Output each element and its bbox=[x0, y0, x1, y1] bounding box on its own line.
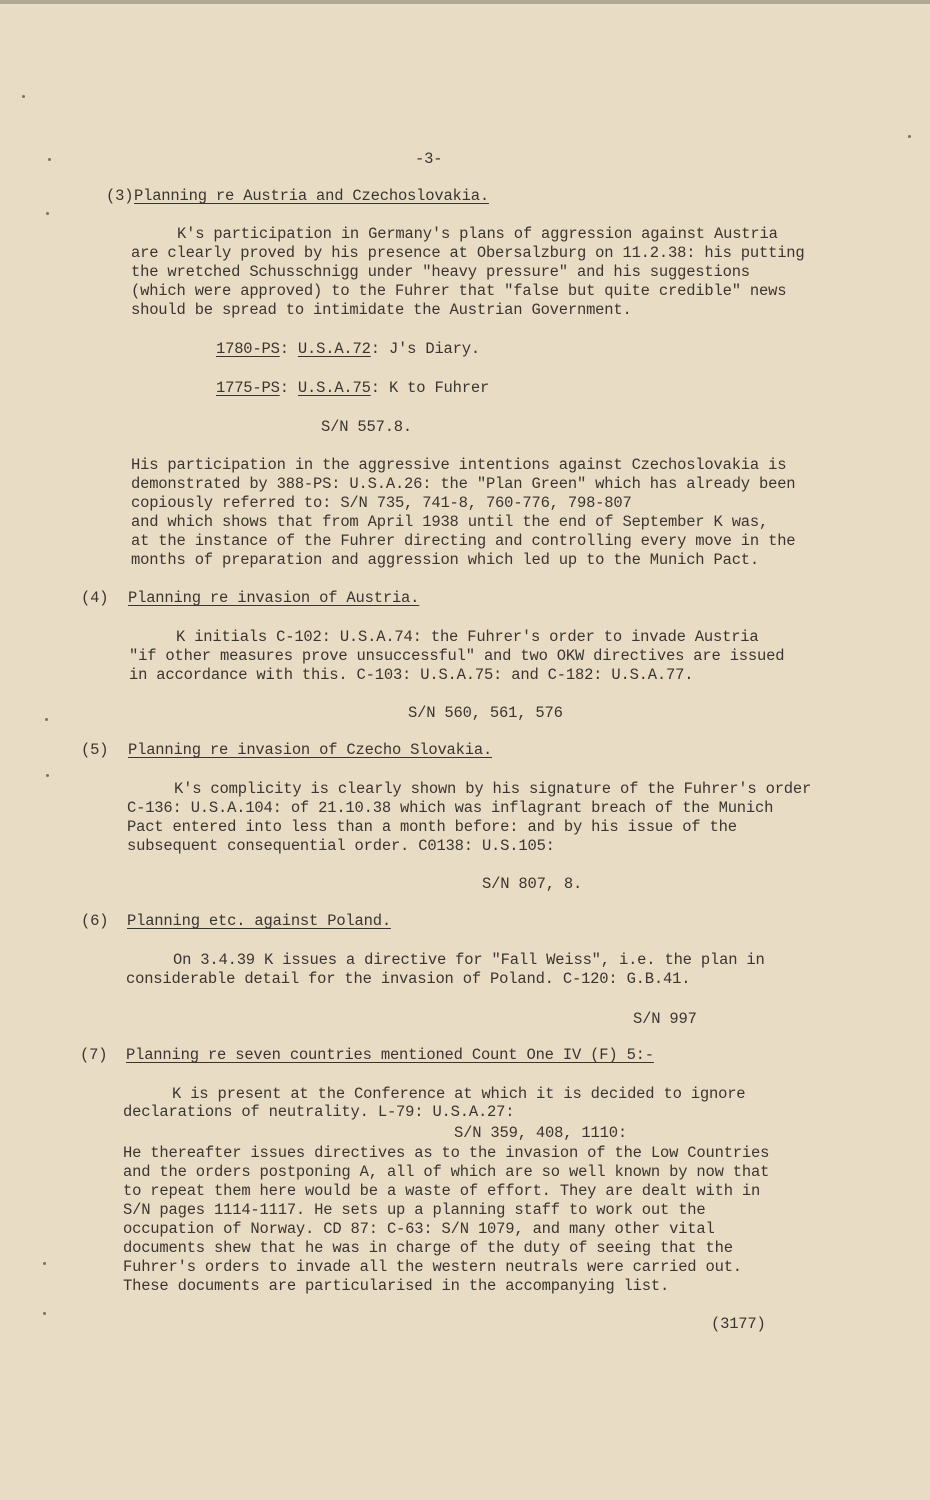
section-7-line: to repeat them here would be a waste of effort. They are dealt with in bbox=[123, 1182, 761, 1200]
section-5-line: subsequent consequential order. C0138: U.S.105: bbox=[127, 837, 555, 855]
margin-speck bbox=[46, 212, 49, 215]
section-7-line: These documents are particularised in the accompanying list. bbox=[123, 1277, 670, 1295]
reference-2: 1775-PS: U.S.A.75: K to Fuhrer bbox=[216, 379, 490, 397]
section-4-line: in accordance with this. C-103: U.S.A.75: and C-182: U.S.A.77. bbox=[129, 666, 694, 684]
section-7-line: documents shew that he was in charge of the duty of seeing that the bbox=[123, 1239, 733, 1257]
section-4-line: "if other measures prove unsuccessful" and two OKW directives are issued bbox=[129, 647, 785, 665]
ref-usa: U.S.A.72 bbox=[297, 340, 371, 358]
section-4-line: K initials C-102: U.S.A.74: the Fuhrer's order to invade Austria bbox=[176, 628, 759, 646]
ref-code: 1775-PS bbox=[216, 379, 280, 397]
top-edge-shadow bbox=[0, 0, 930, 4]
section-3-line: the wretched Schusschnigg under "heavy pressure" and his suggestions bbox=[131, 263, 750, 281]
section-3-line: should be spread to intimidate the Austrian Government. bbox=[131, 301, 632, 319]
section-7-sn: S/N 359, 408, 1110: bbox=[454, 1124, 627, 1142]
section-3-line: months of preparation and aggression which led up to the Munich Pact. bbox=[131, 551, 760, 569]
margin-speck bbox=[908, 135, 911, 138]
section-7-line: He thereafter issues directives as to the invasion of the Low Countries bbox=[123, 1144, 770, 1162]
section-3-line: His participation in the aggressive intentions against Czechoslovakia is bbox=[131, 456, 787, 474]
section-3-line: at the instance of the Fuhrer directing and controlling every move in the bbox=[131, 532, 796, 550]
section-3-line: and which shows that from April 1938 until the end of September K was, bbox=[131, 513, 769, 531]
section-3-line: (which were approved) to the Fuhrer that "false but quite credible" news bbox=[131, 282, 787, 300]
section-6-number: (6) bbox=[81, 912, 109, 930]
section-6-line: considerable detail for the invasion of Poland. C-120: G.B.41. bbox=[126, 970, 691, 988]
section-7-line: and the orders postponing A, all of which are so well known by now that bbox=[123, 1163, 770, 1181]
section-5-sn: S/N 807, 8. bbox=[482, 875, 583, 893]
section-7-line: K is present at the Conference at which it is decided to ignore bbox=[172, 1085, 746, 1103]
ref-text: J's Diary. bbox=[388, 340, 480, 358]
section-3-line: demonstrated by 388-PS: U.S.A.26: the "Plan Green" which has already been bbox=[131, 475, 796, 493]
margin-speck bbox=[46, 774, 49, 777]
section-4-number: (4) bbox=[81, 589, 109, 607]
section-6-line: On 3.4.39 K issues a directive for "Fall Weiss", i.e. the plan in bbox=[173, 951, 765, 969]
ref-text: K to Fuhrer bbox=[388, 379, 490, 397]
section-7-heading: Planning re seven countries mentioned Count One IV (F) 5:- bbox=[126, 1046, 654, 1064]
ref-code: 1780-PS bbox=[216, 340, 280, 358]
margin-speck bbox=[45, 718, 48, 721]
section-7-line: declarations of neutrality. L-79: U.S.A.27: bbox=[123, 1103, 515, 1121]
ref-usa: U.S.A.75 bbox=[297, 379, 371, 397]
section-7-number: (7) bbox=[80, 1046, 108, 1064]
section-3-heading: Planning re Austria and Czechoslovakia. bbox=[134, 187, 489, 205]
section-5-number: (5) bbox=[81, 741, 109, 759]
section-6-heading: Planning etc. against Poland. bbox=[127, 912, 391, 930]
section-4-heading: Planning re invasion of Austria. bbox=[128, 589, 420, 607]
section-3-line: copiously referred to: S/N 735, 741-8, 760-776, 798-807 bbox=[131, 494, 632, 512]
section-4-sn: S/N 560, 561, 576 bbox=[408, 704, 563, 722]
section-7-line: S/N pages 1114-1117. He sets up a planning staff to work out the bbox=[123, 1201, 706, 1219]
section-7-line: Fuhrer's orders to invade all the western neutrals were carried out. bbox=[123, 1258, 742, 1276]
margin-speck bbox=[43, 1312, 46, 1315]
reference-1: 1780-PS: U.S.A.72: J's Diary. bbox=[216, 340, 480, 358]
section-3-line: K's participation in Germany's plans of aggression against Austria bbox=[177, 225, 778, 243]
section-5-line: C-136: U.S.A.104: of 21.10.38 which was inflagrant breach of the Munich bbox=[127, 799, 774, 817]
section-5-heading: Planning re invasion of Czecho Slovakia. bbox=[128, 741, 493, 759]
footer-number: (3177) bbox=[711, 1315, 766, 1333]
section-3-sn: S/N 557.8. bbox=[321, 418, 413, 436]
section-3-line: are clearly proved by his presence at Obersalzburg on 11.2.38: his putting bbox=[131, 244, 805, 262]
margin-speck bbox=[48, 158, 51, 161]
page-number: -3- bbox=[415, 150, 443, 168]
section-5-line: Pact entered into less than a month before: and by his issue of the bbox=[127, 818, 737, 836]
margin-speck bbox=[43, 1262, 46, 1265]
section-6-sn: S/N 997 bbox=[633, 1010, 697, 1028]
section-5-line: K's complicity is clearly shown by his signature of the Fuhrer's order bbox=[174, 780, 812, 798]
section-7-line: occupation of Norway. CD 87: C-63: S/N 1079, and many other vital bbox=[123, 1220, 715, 1238]
margin-speck bbox=[22, 95, 25, 98]
section-3-number: (3) bbox=[106, 187, 134, 205]
